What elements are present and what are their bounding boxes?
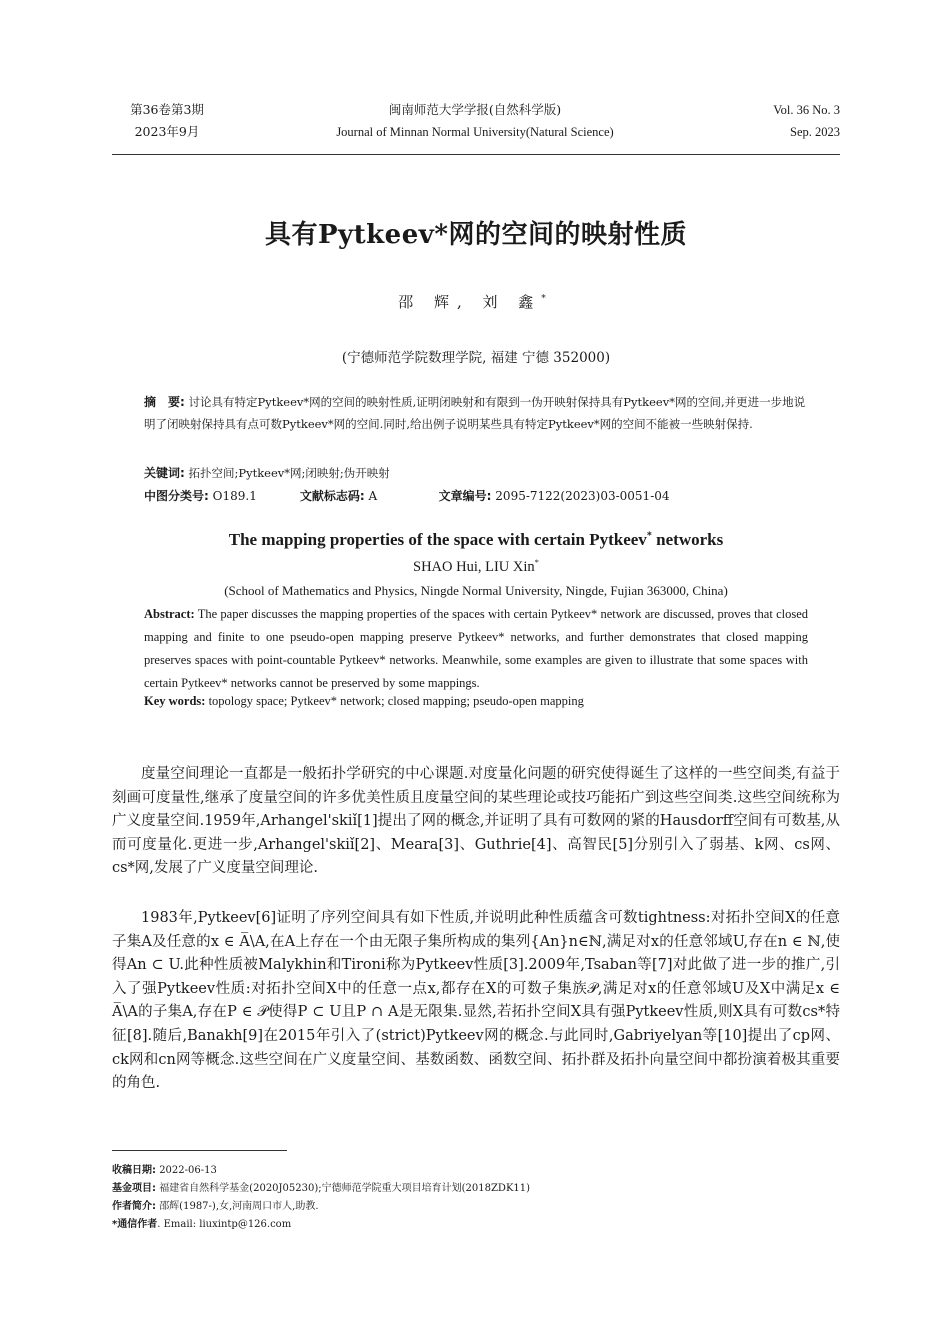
header-divider <box>112 154 840 155</box>
body-paragraph-2: 1983年,Pytkeev[6]证明了序列空间具有如下性质,并说明此种性质蕴含可数tightness:对拓扑空间X的任意子集A及任意的x ∈ A̅\A,在A上存在一个由无限子集所构成的集列{An}n∈ℕ,满足对x的任意邻域U,存在n ∈ ℕ,使得An ⊂ U.此种性质被Malykhin和Tironi称为Pytkeev性质[3].2009年,Tsaban等[7]对此做了进一步的推广,引入了强Pytkeev性质:对拓扑空间X中的任意一点x,都存在X的可数子集族𝒫,满足对x的任意邻域U及X中满足x ∈ A̅\A的子集A,存在P ∈ 𝒫使得P ⊂ U且P ∩ A是无限集.显然,若拓扑空间X具有强Pytkeev性质,则X具有可数cs*特征[8].随后,Banakh[9]在2015年引入了(strict)Pytkeev网的概念.与此同时,Gabriyelyan等[10]提出了cp网、ck网和cn网等概念.这些空间在广义度量空间、基数函数、函数空间、拓扑群及拓扑向量空间中都扮演着极其重要的角色. <box>112 910 840 1092</box>
bio-label: 作者简介: <box>112 1201 156 1212</box>
footnote-divider <box>112 1150 287 1151</box>
abstract-en-text: The paper discusses the mapping properties of the spaces with certain Pytkeev* network are discussed, proves that closed mapping and finite to one pseudo-open mapping preserve Pytkeev* networks, and further demonstrates that closed mapping preserves spaces with point-countable Pytkeev* networks. Meanwhile, some examples are given to illustrate that some spaces with certain Pytkeev* networks cannot be preserved by some mappings. <box>144 607 808 690</box>
classification-row <box>144 487 670 504</box>
volume-en: Vol. 36 No. 3 <box>773 103 840 117</box>
abstract-cn-label: 摘 要: <box>144 395 185 409</box>
header-center <box>270 99 680 143</box>
fund-text: 福建省自然科学基金(2020J05230);宁德师范学院重大项目培育计划(2018ZDK11) <box>159 1183 531 1194</box>
keywords-en <box>144 694 808 709</box>
corresponding-mark: * <box>541 294 554 304</box>
authors-cn <box>112 291 840 312</box>
doc-code-label: 文献标志码: <box>299 489 365 503</box>
footnote-author-bio <box>112 1198 840 1216</box>
corr-email: . Email: liuxintp@126.com <box>157 1219 292 1230</box>
fund-label: 基金项目: <box>112 1183 156 1194</box>
header-left <box>112 99 222 143</box>
abstract-cn-text: 讨论具有特定Pytkeev*网的空间的映射性质,证明闭映射和有限到一伪开映射保持具有Pytkeev*网的空间,并更进一步地说明了闭映射保持具有点可数Pytkeev*网的空间.同时,给出例子说明某些具有特定Pytkeev*网的空间不能被一些映射保持. <box>144 395 806 431</box>
article-no-value: 2095-7122(2023)03-0051-04 <box>495 489 670 503</box>
keywords-cn-label: 关键词: <box>144 466 185 480</box>
article-no-label: 文章编号: <box>438 489 492 503</box>
footnote-received <box>112 1162 840 1180</box>
doc-code-value: A <box>368 489 378 503</box>
affiliation-en: (School of Mathematics and Physics, Ningde Normal University, Ningde, Fujian 363000, China) <box>224 583 728 598</box>
clc-label: 中图分类号: <box>144 489 209 503</box>
authors-en-names: SHAO Hui, LIU Xin <box>413 558 535 575</box>
journal-name-en: Journal of Minnan Normal University(Natural Science) <box>336 125 614 139</box>
bio-text: 邵辉(1987-),女,河南周口市人,助教. <box>159 1201 319 1212</box>
date-cn: 2023年9月 <box>134 124 200 139</box>
authors-cn-names: 邵 辉, 刘 鑫 <box>398 293 542 311</box>
date-en: Sep. 2023 <box>790 125 840 139</box>
abstract-cn <box>144 391 808 435</box>
affiliation-cn: (宁德师范学院数理学院, 福建 宁德 352000) <box>341 350 611 366</box>
keywords-cn <box>144 462 808 484</box>
journal-name-cn: 闽南师范大学学报(自然科学版) <box>388 102 562 117</box>
paper-title-cn: 具有Pytkeev*网的空间的映射性质 <box>265 220 687 250</box>
authors-en <box>112 557 840 576</box>
authors-en-mark: * <box>534 557 539 567</box>
header-right <box>730 99 840 143</box>
keywords-cn-text: 拓扑空间;Pytkeev*网;闭映射;伪开映射 <box>188 466 390 480</box>
received-label: 收稿日期: <box>112 1165 156 1176</box>
abstract-en <box>144 603 808 695</box>
volume-issue: 第36卷第3期 <box>130 102 204 117</box>
body-paragraph-1: 度量空间理论一直都是一般拓扑学研究的中心课题.对度量化问题的研究使得诞生了这样的一些空间类,有益于刻画可度量性,继承了度量空间的许多优美性质且度量空间的某些理论或技巧能拓广到这些空间类.这些空间统称为广义度量空间.1959年,Arhangel'skiǐ[1]提出了网的概念,并证明了具有可数网的紧的Hausdorff空间有可数基,从而可度量化.更进一步,Arhangel'skiǐ[2]、Meara[3]、Guthrie[4]、高智民[5]分别引入了弱基、k网、cs网、cs*网,发展了广义度量空间理论. <box>112 766 840 877</box>
footnote-corresponding <box>112 1216 840 1234</box>
footnote-fund <box>112 1180 840 1198</box>
paper-title-en-main: The mapping properties of the space with certain Pytkeev <box>228 530 647 549</box>
abstract-en-label: Abstract: <box>144 607 195 621</box>
corr-label: *通信作者 <box>112 1219 158 1230</box>
paper-title-en <box>112 530 840 550</box>
keywords-en-label: Key words: <box>144 694 206 708</box>
clc-value: O189.1 <box>212 489 257 503</box>
received-date: 2022-06-13 <box>159 1165 217 1176</box>
paper-title-en-mark: * <box>646 530 652 542</box>
paper-title-en-tail: networks <box>651 530 724 549</box>
keywords-en-text: topology space; Pytkeev* network; closed mapping; pseudo-open mapping <box>208 694 584 708</box>
